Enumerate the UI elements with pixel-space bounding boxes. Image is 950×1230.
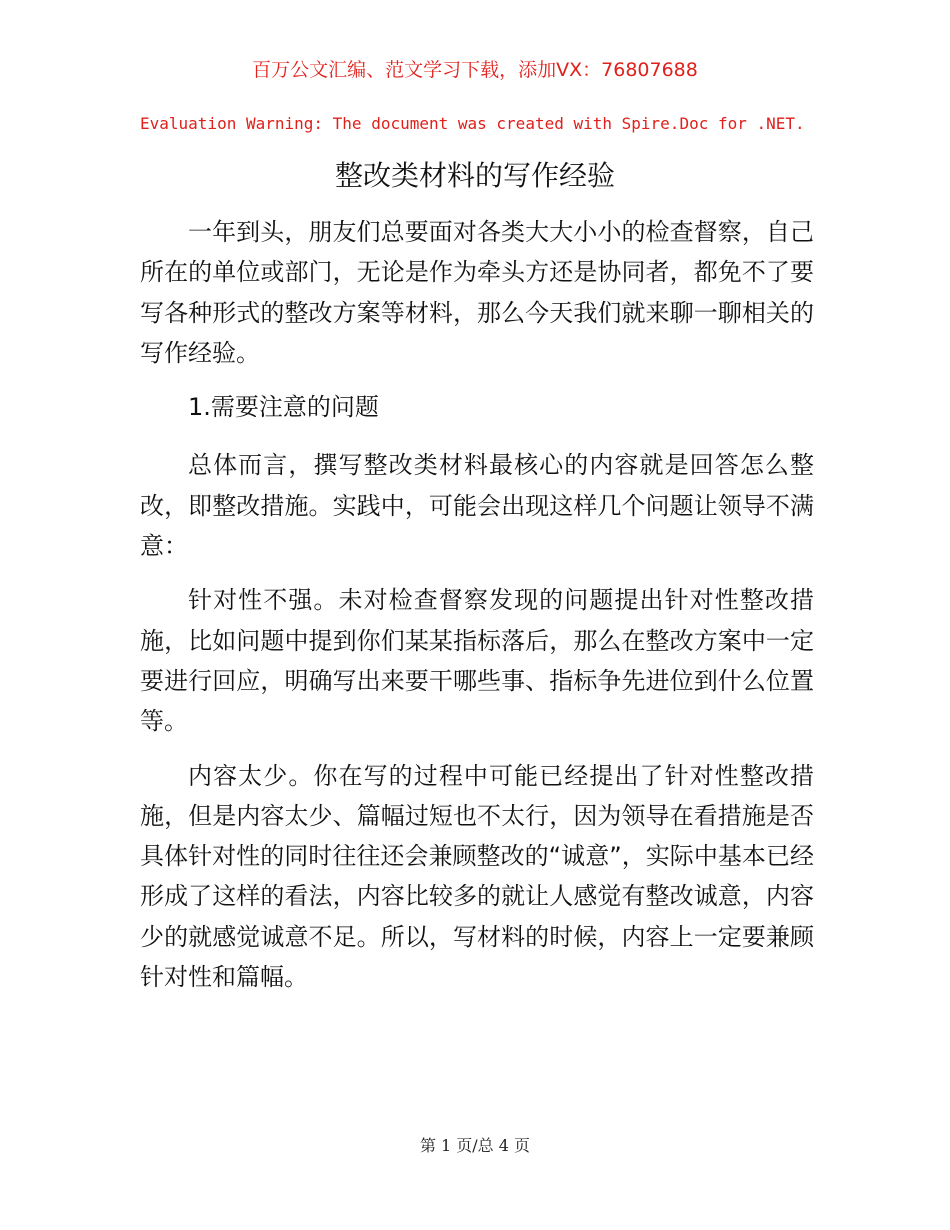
evaluation-warning: Evaluation Warning: The document was created with Spire.Doc for .NET. [140, 114, 805, 133]
paragraph-overview: 总体而言，撰写整改类材料最核心的内容就是回答怎么整改，即整改措施。实践中，可能会出现这样几个问题让领导不满意： [140, 451, 814, 561]
section-heading: 1.需要注意的问题 [188, 393, 379, 422]
promo-header: 百万公文汇编、范文学习下载，添加VX：76807688 [252, 59, 698, 81]
document-title: 整改类材料的写作经验 [334, 159, 615, 192]
paragraph-content-length: 内容太少。你在写的过程中可能已经提出了针对性整改措施，但是内容太少、篇幅过短也不太行，因为领导在看措施是否具体针对性的同时往往还会兼顾整改的“诚意”，实际中基本已经形成了这样的看法，内容比较多的就让人感觉有整改诚意，内容少的就感觉诚意不足。所以，写材料的时候，内容上一定要兼顾针对性和篇幅。 [140, 761, 814, 992]
paragraph-intro: 一年到头，朋友们总要面对各类大大小小的检查督察，自己所在的单位或部门，无论是作为牵头方还是协同者，都免不了要写各种形式的整改方案等材料，那么今天我们就来聊一聊相关的写作经验。 [140, 218, 814, 367]
page-number-footer: 第 1 页/总 4 页 [419, 1136, 531, 1155]
document-body [140, 212, 814, 1011]
paragraph-targeting: 针对性不强。未对检查督察发现的问题提出针对性整改措施，比如问题中提到你们某某指标落后，那么在整改方案中一定要进行回应，明确写出来要干哪些事、指标争先进位到什么位置等。 [140, 586, 814, 736]
